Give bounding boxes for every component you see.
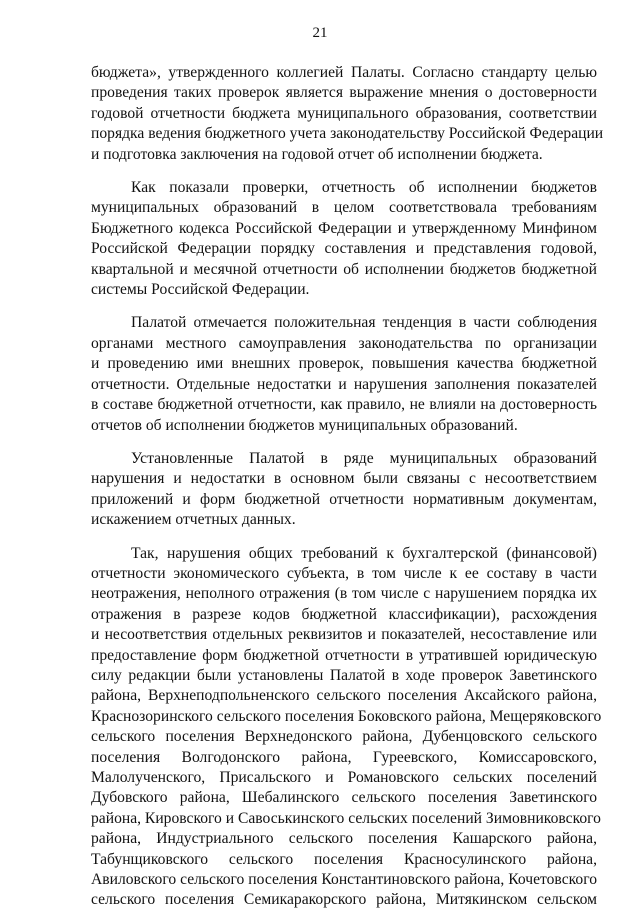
text-line: искажением отчетных данных. — [91, 511, 296, 529]
text-line: силу редакции были установлены Палатой в ходе проверок Заветинского — [91, 666, 597, 684]
text-line: предоставление форм бюджетной отчетности в утратившей юридическую — [91, 646, 597, 664]
paragraph — [91, 63, 604, 165]
document-body — [91, 63, 604, 924]
text-line: Так, нарушения общих требований к бухгалтерской (финансовой) — [131, 544, 597, 562]
text-line: Бюджетного кодекса Российской Федерации и утвержденному Минфином — [91, 219, 597, 237]
text-line: и несоответствия отдельных реквизитов и показателей, несоставление или — [91, 626, 597, 644]
text-line: Палатой отмечается положительная тенденция в части соблюдения — [131, 314, 597, 332]
text-line: Малолученского, Присальского и Романовского сельских поселений — [91, 769, 597, 786]
text-line: Как показали проверки, отчетность об исполнении бюджетов — [131, 179, 597, 197]
text-line: отчетов об исполнении бюджетов муниципальных образований. — [91, 416, 518, 434]
paragraph — [91, 313, 597, 435]
text-line: порядка ведения бюджетного учета законодательству Российской Федерации — [91, 125, 604, 143]
text-line: Авиловского сельского поселения Константиновского района, Кочетовского — [91, 871, 597, 889]
paragraph — [91, 449, 597, 531]
text-line: Российской Федерации порядку составления и представления годовой, — [91, 240, 597, 258]
text-line: отчетности. Отдельные недостатки и нарушения заполнения показателей — [91, 375, 597, 393]
text-line: района, Индустриального сельского поселения Кашарского района, — [91, 830, 597, 848]
text-line: органами местного самоуправления законодательства по организации — [91, 334, 597, 352]
text-line: района, Верхнеподпольненского сельского поселения Аксайского района, — [91, 687, 597, 705]
page-number: 21 — [312, 25, 328, 41]
text-line: поселения Волгодонского района, Гуреевского, Комиссаровского, — [91, 748, 597, 766]
text-line: неотражения, неполного отражения (в том числе с нарушением порядка их — [91, 585, 597, 603]
text-line: и подготовка заключения на годовой отчет об исполнении бюджета. — [91, 145, 543, 163]
text-line: Краснозоринского сельского поселения Боковского района, Мещеряковского — [91, 707, 602, 725]
text-line: сельского поселения Верхнедонского района, Дубенцовского сельского — [91, 728, 597, 746]
text-line: Табунщиковского сельского поселения Красносулинского района, — [91, 850, 597, 868]
text-line: системы Российской Федерации. — [91, 281, 310, 299]
text-line: сельского поселения Семикаракорского района, Митякинском сельском — [91, 891, 597, 909]
text-line: района, Кировского и Савоськинского сельских поселений Зимовниковского — [91, 809, 601, 827]
text-line: Дубовского района, Шебалинского сельского поселения Заветинского — [91, 789, 597, 807]
text-line: годовой отчетности бюджета муниципального образования, соответствии — [91, 104, 597, 122]
text-line: отчетности экономического субъекта, в том числе к ее составу в части — [91, 564, 597, 582]
text-line: нарушения и недостатки в основном были связаны с несоответствием — [91, 470, 597, 488]
text-line: в составе бюджетной отчетности, как правило, не влияли на достоверность — [91, 396, 597, 414]
text-line: бюджета», утвержденного коллегией Палаты. Согласно стандарту целью — [91, 64, 597, 81]
text-line: и проведению ими внешних проверок, повышения качества бюджетной — [91, 355, 597, 373]
text-line: приложений и форм бюджетной отчетности нормативным документам, — [91, 490, 597, 508]
paragraph — [91, 178, 597, 300]
text-line: квартальной и месячной отчетности об исполнении бюджетов бюджетной — [91, 260, 597, 278]
text-line: муниципальных образований в целом соответствовала требованиям — [91, 199, 597, 217]
text-line: проведения таких проверок является выражение мнения о достоверности — [91, 84, 597, 102]
text-line: отражения в разрезе кодов бюджетной классификации), расхождения — [91, 605, 597, 623]
paragraph — [91, 544, 602, 911]
text-line: Установленные Палатой в ряде муниципальных образований — [131, 449, 597, 467]
